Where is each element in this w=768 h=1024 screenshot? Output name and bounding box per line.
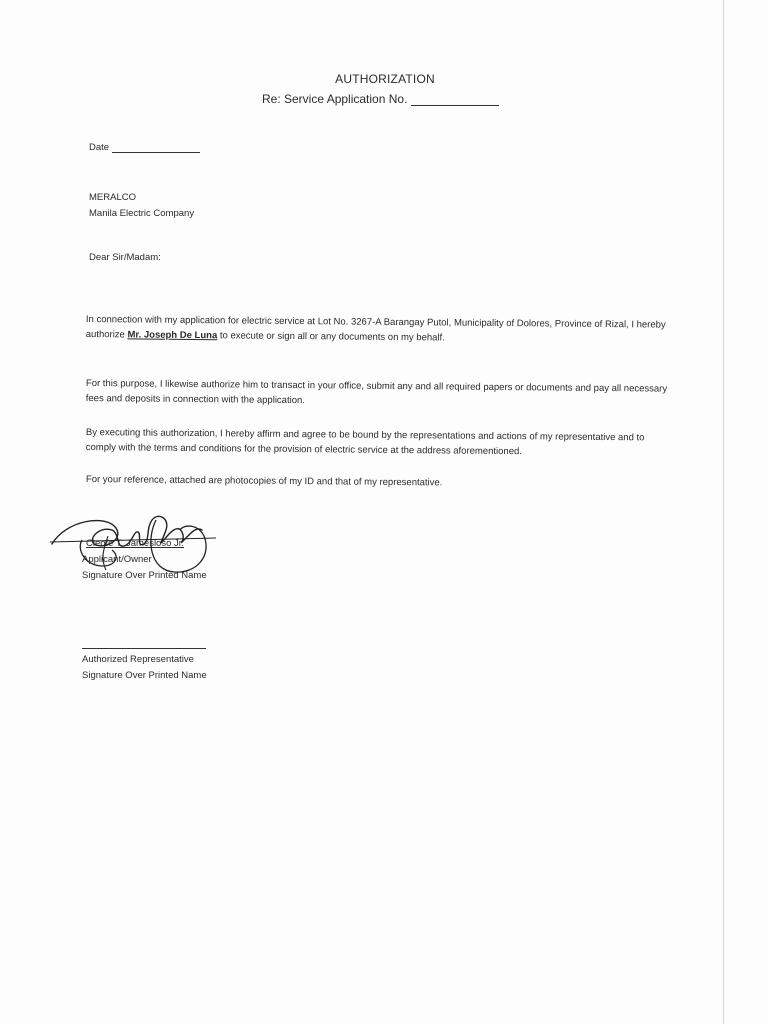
- recipient-line-2: Manila Electric Company: [89, 208, 195, 219]
- date-line: [89, 142, 200, 153]
- applicant-role: Applicant/Owner: [82, 554, 152, 565]
- p1-text-before: In connection with my application for electric service at Lot No. 3267-A Barangay Putol, Municipality of Dolores, Province of Rizal, I hereby authorize: [85, 313, 666, 341]
- salutation: Dear Sir/Madam:: [89, 252, 161, 263]
- page-edge: [723, 0, 724, 1024]
- body-paragraph-1: [86, 312, 676, 348]
- date-blank: [112, 152, 200, 153]
- body-paragraph-2: For this purpose, I likewise authorize him to transact in your office, submit any and all required papers or documents and pay all necessary fees and deposits in connection with the application.: [85, 377, 668, 407]
- body-paragraph-4: For your reference, attached are photocopies of my ID and that of my representative.: [85, 473, 443, 489]
- representative-name: Mr. Joseph De Luna: [127, 329, 218, 342]
- p1-text-after: to execute or sign all or any documents on my behalf.: [217, 330, 445, 344]
- recipient-address: [89, 190, 194, 222]
- body-paragraph-3: By executing this authorization, I hereby affirm and agree to be bound by the representations and actions of my representative and to comply with the terms and conditions for the provision of electric service at the address aforementioned.: [85, 426, 645, 458]
- document-title: AUTHORIZATION: [335, 72, 435, 86]
- document-subtitle: [262, 92, 499, 106]
- representative-signature-block: [82, 652, 207, 684]
- applicant-printed-name: Cleofe T. Jamesloso Jr.: [86, 538, 185, 549]
- representative-signature-line: [82, 648, 206, 649]
- subtitle-text: Re: Service Application No.: [262, 92, 408, 106]
- representative-role: Authorized Representative: [82, 654, 194, 665]
- date-label: Date: [89, 142, 110, 153]
- handwritten-signature: [46, 500, 226, 580]
- recipient-line-1: MERALCO: [89, 192, 136, 203]
- application-number-blank: [411, 105, 499, 106]
- applicant-caption: Signature Over Printed Name: [82, 570, 207, 581]
- representative-caption: Signature Over Printed Name: [82, 670, 207, 681]
